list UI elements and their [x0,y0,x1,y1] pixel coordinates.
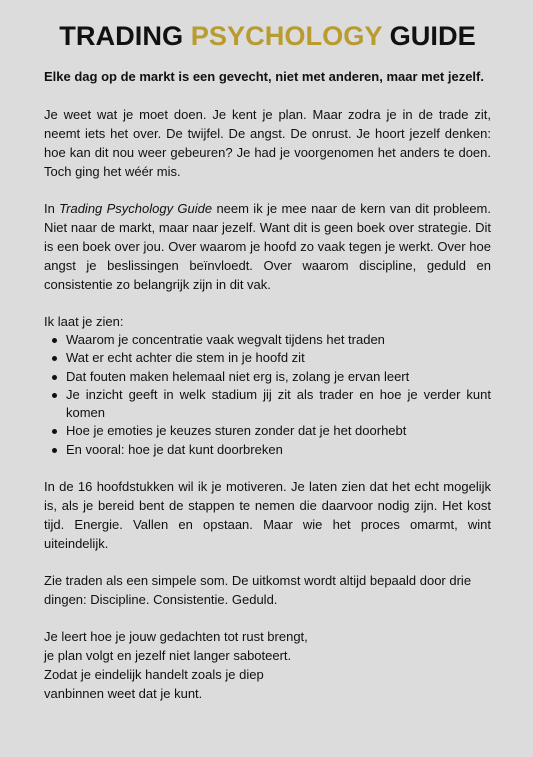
list-item: Dat fouten maken helemaal niet erg is, zolang je ervan leert [66,368,491,386]
title-word-psychology: PSYCHOLOGY [190,20,383,51]
title-word-guide: GUIDE [389,20,476,51]
closing-paragraph: Je leert hoe je jouw gedachten tot rust brengt, je plan volgt en jezelf niet langer saboteert. Zodat je eindelijk handelt zoals je diep vanbinnen weet dat je kunt. [44,629,308,702]
list-item: Waarom je concentratie vaak wegvalt tijdens het traden [66,331,491,349]
paragraph-rest: neem ik je mee naar de kern van dit probleem. Niet naar de markt, maar naar jezelf. Want dit is geen boek over strategie. Dit is een boek over jou. Over waarom je hoofd zo vaak tegen je werkt. Over hoe angst je beslissingen beïnvloedt. Over waarom discipline, geduld en consistentie zo belangrijk zijn in dit vak. [44,201,491,292]
paragraph-doubt: Je weet wat je moet doen. Je kent je plan. Maar zodra je in de trade zit, neemt iets het over. De twijfel. De angst. De onrust. Je hoort jezelf denken: hoe kan dit nou weer gebeuren? Je had je voorgenomen het anders te doen. Toch ging het wéér mis. [44,107,491,179]
list-item: Je inzicht geeft in welk stadium jij zit als trader en hoe je verder kunt komen [66,386,491,423]
list-item: Wat er echt achter die stem in je hoofd zit [66,349,491,367]
paragraph-prefix: In [44,201,60,216]
list-intro: Ik laat je zien: [44,314,124,329]
paragraph-simple-sum: Zie traden als een simpele som. De uitkomst wordt altijd bepaald door drie dingen: Discipline. Consistentie. Geduld. [44,573,472,608]
title-word-trading: TRADING [59,20,184,51]
topics-list [44,331,491,459]
paragraph-chapters: In de 16 hoofdstukken wil ik je motiveren. Je laten zien dat het echt mogelijk is, als je bereid bent de stappen te nemen die daarvoor nodig zijn. Het kost tijd. Energie. Vallen en opstaan. Maar wie het proces omarmt, wint uiteindelijk. [44,479,491,552]
list-item: Hoe je emoties je keuzes sturen zonder dat je het doorhebt [66,422,491,440]
book-title-italic: Trading Psychology Guide [59,201,213,216]
list-item: En vooral: hoe je dat kunt doorbreken [66,441,491,459]
page-title [44,20,491,52]
intro-tagline: Elke dag op de markt is een gevecht, niet met anderen, maar met jezelf. [44,69,484,84]
paragraph-book-description [44,199,491,294]
